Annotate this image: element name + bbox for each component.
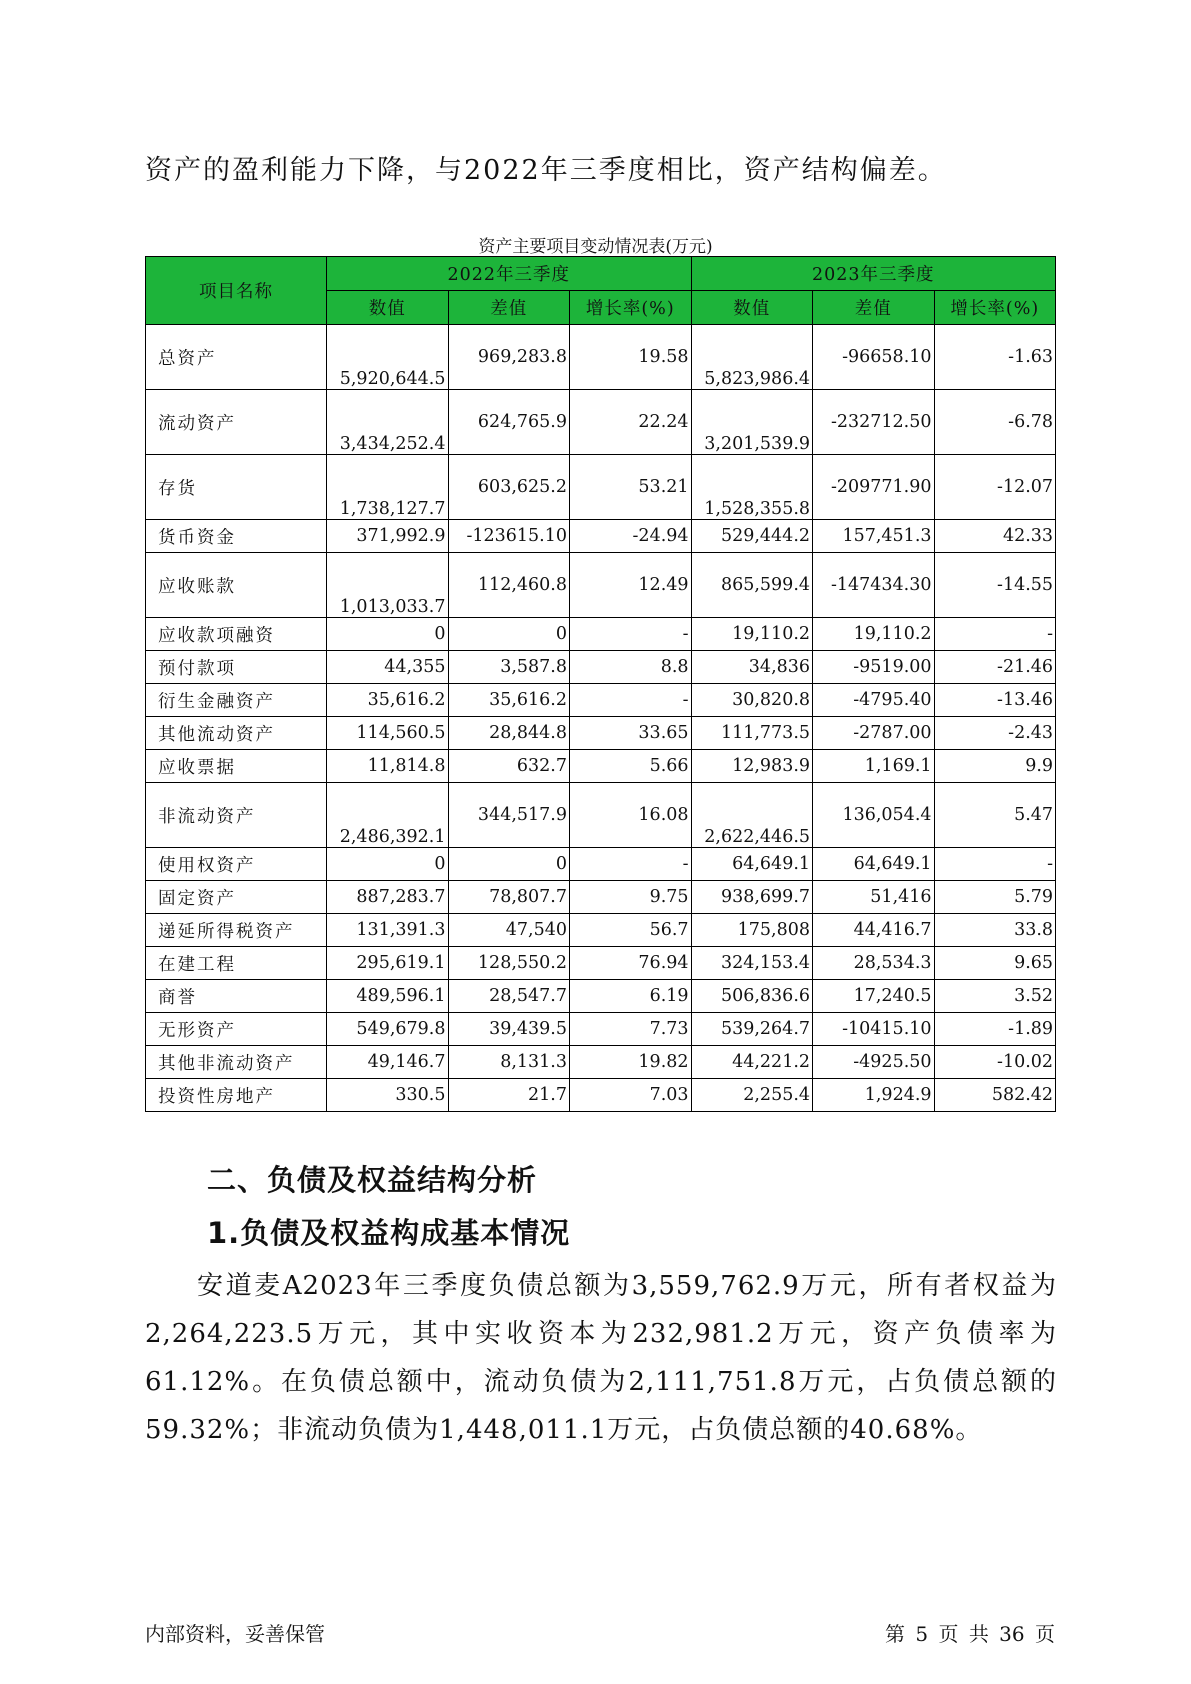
cell-growth-2023: -10.02 bbox=[934, 1046, 1056, 1079]
cell-diff-2023: -9519.00 bbox=[813, 651, 935, 684]
cell-value-2022: 295,619.1 bbox=[327, 947, 449, 980]
cell-diff-2023: -2787.00 bbox=[813, 717, 935, 750]
intro-text: 资产的盈利能力下降，与2022年三季度相比，资产结构偏差。 bbox=[145, 155, 947, 186]
cell-growth-2023: -13.46 bbox=[934, 684, 1056, 717]
cell-diff-2023: 1,169.1 bbox=[813, 750, 935, 783]
cell-value-2023: 34,836 bbox=[691, 651, 813, 684]
cell-value-2022: 44,355 bbox=[327, 651, 449, 684]
cell-value-2022: 2,486,392.1 bbox=[327, 783, 449, 848]
cell-diff-2023: 51,416 bbox=[813, 881, 935, 914]
cell-value-2022: 3,434,252.4 bbox=[327, 390, 449, 455]
table-row bbox=[146, 947, 1056, 980]
cell-value-2022: 114,560.5 bbox=[327, 717, 449, 750]
cell-growth-2023: 42.33 bbox=[934, 520, 1056, 553]
cell-growth-2023: -14.55 bbox=[934, 553, 1056, 618]
cell-growth-2022: 6.19 bbox=[570, 980, 692, 1013]
cell-value-2022: 5,920,644.5 bbox=[327, 325, 449, 390]
cell-diff-2023: -147434.30 bbox=[813, 553, 935, 618]
table-row bbox=[146, 390, 1056, 455]
cell-diff-2022: -123615.10 bbox=[448, 520, 570, 553]
cell-growth-2022: 33.65 bbox=[570, 717, 692, 750]
cell-growth-2022: 19.58 bbox=[570, 325, 692, 390]
cell-growth-2023: 3.52 bbox=[934, 980, 1056, 1013]
cell-value-2023: 111,773.5 bbox=[691, 717, 813, 750]
cell-value-2023: 3,201,539.9 bbox=[691, 390, 813, 455]
table-body bbox=[146, 325, 1056, 1112]
cell-growth-2022: - bbox=[570, 618, 692, 651]
cell-value-2023: 64,649.1 bbox=[691, 848, 813, 881]
cell-diff-2022: 28,844.8 bbox=[448, 717, 570, 750]
section-heading: 二、负债及权益结构分析 bbox=[207, 1163, 538, 1197]
cell-growth-2022: - bbox=[570, 684, 692, 717]
cell-diff-2022: 47,540 bbox=[448, 914, 570, 947]
cell-growth-2023: -21.46 bbox=[934, 651, 1056, 684]
row-item-name: 无形资产 bbox=[146, 1013, 327, 1046]
cell-diff-2022: 78,807.7 bbox=[448, 881, 570, 914]
row-item-name: 非流动资产 bbox=[146, 783, 327, 848]
header-diff-2022: 差值 bbox=[448, 291, 570, 325]
cell-value-2022: 887,283.7 bbox=[327, 881, 449, 914]
row-item-name: 在建工程 bbox=[146, 947, 327, 980]
cell-diff-2023: -10415.10 bbox=[813, 1013, 935, 1046]
subsection-heading: 1.负债及权益构成基本情况 bbox=[207, 1216, 571, 1250]
cell-diff-2023: 157,451.3 bbox=[813, 520, 935, 553]
cell-growth-2022: 16.08 bbox=[570, 783, 692, 848]
table-row bbox=[146, 848, 1056, 881]
cell-diff-2022: 3,587.8 bbox=[448, 651, 570, 684]
cell-value-2023: 938,699.7 bbox=[691, 881, 813, 914]
cell-growth-2023: -1.89 bbox=[934, 1013, 1056, 1046]
cell-diff-2023: 64,649.1 bbox=[813, 848, 935, 881]
header-item-name: 项目名称 bbox=[146, 257, 327, 325]
cell-growth-2023: 33.8 bbox=[934, 914, 1056, 947]
cell-growth-2022: 5.66 bbox=[570, 750, 692, 783]
cell-value-2022: 371,992.9 bbox=[327, 520, 449, 553]
header-growth-2023: 增长率(%) bbox=[934, 291, 1056, 325]
cell-diff-2022: 969,283.8 bbox=[448, 325, 570, 390]
cell-growth-2023: 5.47 bbox=[934, 783, 1056, 848]
cell-diff-2022: 0 bbox=[448, 618, 570, 651]
cell-growth-2023: -2.43 bbox=[934, 717, 1056, 750]
cell-value-2023: 30,820.8 bbox=[691, 684, 813, 717]
header-value-2023: 数值 bbox=[691, 291, 813, 325]
cell-diff-2022: 8,131.3 bbox=[448, 1046, 570, 1079]
cell-diff-2022: 632.7 bbox=[448, 750, 570, 783]
footer-note: 内部资料，妥善保管 bbox=[145, 1622, 325, 1646]
cell-value-2022: 1,013,033.7 bbox=[327, 553, 449, 618]
cell-diff-2022: 603,625.2 bbox=[448, 455, 570, 520]
cell-diff-2022: 39,439.5 bbox=[448, 1013, 570, 1046]
table-row bbox=[146, 1079, 1056, 1112]
row-item-name: 流动资产 bbox=[146, 390, 327, 455]
cell-value-2023: 12,983.9 bbox=[691, 750, 813, 783]
row-item-name: 衍生金融资产 bbox=[146, 684, 327, 717]
cell-value-2023: 2,255.4 bbox=[691, 1079, 813, 1112]
cell-diff-2023: -209771.90 bbox=[813, 455, 935, 520]
cell-diff-2022: 128,550.2 bbox=[448, 947, 570, 980]
table-row bbox=[146, 553, 1056, 618]
cell-value-2023: 529,444.2 bbox=[691, 520, 813, 553]
cell-value-2023: 5,823,986.4 bbox=[691, 325, 813, 390]
row-item-name: 总资产 bbox=[146, 325, 327, 390]
cell-growth-2023: 9.9 bbox=[934, 750, 1056, 783]
table-row bbox=[146, 980, 1056, 1013]
table-row bbox=[146, 618, 1056, 651]
row-item-name: 预付款项 bbox=[146, 651, 327, 684]
row-item-name: 货币资金 bbox=[146, 520, 327, 553]
cell-growth-2023: -1.63 bbox=[934, 325, 1056, 390]
cell-value-2023: 44,221.2 bbox=[691, 1046, 813, 1079]
table-row bbox=[146, 881, 1056, 914]
table-row bbox=[146, 914, 1056, 947]
cell-growth-2022: - bbox=[570, 848, 692, 881]
cell-value-2023: 324,153.4 bbox=[691, 947, 813, 980]
row-item-name: 其他流动资产 bbox=[146, 717, 327, 750]
cell-diff-2023: 44,416.7 bbox=[813, 914, 935, 947]
cell-value-2022: 0 bbox=[327, 848, 449, 881]
cell-value-2022: 35,616.2 bbox=[327, 684, 449, 717]
cell-value-2023: 19,110.2 bbox=[691, 618, 813, 651]
cell-value-2023: 175,808 bbox=[691, 914, 813, 947]
cell-growth-2023: 5.79 bbox=[934, 881, 1056, 914]
cell-diff-2023: -4925.50 bbox=[813, 1046, 935, 1079]
table-row bbox=[146, 455, 1056, 520]
paragraph-text: 安道麦A2023年三季度负债总额为3,559,762.9万元，所有者权益为2,264,223.5万元，其中实收资本为232,981.2万元，资产负债率为61.12%。在负债总额中，流动负债为2,111,751.8万元，占负债总额的59.32%；非流动负债为1,448,011.1万元，占负债总额的40.68%。 bbox=[145, 1271, 1057, 1445]
table-row bbox=[146, 1046, 1056, 1079]
cell-diff-2023: 136,054.4 bbox=[813, 783, 935, 848]
table-row bbox=[146, 750, 1056, 783]
row-item-name: 存货 bbox=[146, 455, 327, 520]
table-row bbox=[146, 325, 1056, 390]
cell-growth-2023: -6.78 bbox=[934, 390, 1056, 455]
cell-diff-2023: 1,924.9 bbox=[813, 1079, 935, 1112]
page-number: 第 5 页 共 36 页 bbox=[885, 1622, 1055, 1646]
cell-diff-2022: 112,460.8 bbox=[448, 553, 570, 618]
cell-growth-2022: -24.94 bbox=[570, 520, 692, 553]
table-row bbox=[146, 651, 1056, 684]
row-item-name: 固定资产 bbox=[146, 881, 327, 914]
header-value-2022: 数值 bbox=[327, 291, 449, 325]
cell-growth-2022: 19.82 bbox=[570, 1046, 692, 1079]
cell-growth-2022: 9.75 bbox=[570, 881, 692, 914]
cell-value-2023: 506,836.6 bbox=[691, 980, 813, 1013]
cell-value-2022: 330.5 bbox=[327, 1079, 449, 1112]
row-item-name: 应收票据 bbox=[146, 750, 327, 783]
row-item-name: 其他非流动资产 bbox=[146, 1046, 327, 1079]
cell-diff-2023: -4795.40 bbox=[813, 684, 935, 717]
cell-diff-2022: 21.7 bbox=[448, 1079, 570, 1112]
cell-growth-2022: 7.03 bbox=[570, 1079, 692, 1112]
cell-growth-2023: 582.42 bbox=[934, 1079, 1056, 1112]
cell-diff-2022: 624,765.9 bbox=[448, 390, 570, 455]
cell-value-2022: 11,814.8 bbox=[327, 750, 449, 783]
cell-value-2022: 489,596.1 bbox=[327, 980, 449, 1013]
cell-value-2023: 1,528,355.8 bbox=[691, 455, 813, 520]
table-row bbox=[146, 783, 1056, 848]
cell-value-2022: 549,679.8 bbox=[327, 1013, 449, 1046]
row-item-name: 递延所得税资产 bbox=[146, 914, 327, 947]
header-group-2022: 2022年三季度 bbox=[327, 257, 692, 291]
header-growth-2022: 增长率(%) bbox=[570, 291, 692, 325]
header-diff-2023: 差值 bbox=[813, 291, 935, 325]
table-caption: 资产主要项目变动情况表(万元) bbox=[478, 237, 713, 257]
row-item-name: 应收款项融资 bbox=[146, 618, 327, 651]
row-item-name: 使用权资产 bbox=[146, 848, 327, 881]
cell-growth-2022: 76.94 bbox=[570, 947, 692, 980]
cell-diff-2022: 0 bbox=[448, 848, 570, 881]
cell-growth-2022: 12.49 bbox=[570, 553, 692, 618]
cell-growth-2023: - bbox=[934, 618, 1056, 651]
cell-value-2022: 0 bbox=[327, 618, 449, 651]
table-row bbox=[146, 717, 1056, 750]
cell-growth-2023: -12.07 bbox=[934, 455, 1056, 520]
header-group-2023: 2023年三季度 bbox=[691, 257, 1056, 291]
cell-diff-2023: -232712.50 bbox=[813, 390, 935, 455]
cell-growth-2022: 7.73 bbox=[570, 1013, 692, 1046]
cell-growth-2022: 53.21 bbox=[570, 455, 692, 520]
table-row bbox=[146, 520, 1056, 553]
asset-change-table bbox=[145, 256, 1056, 1112]
cell-value-2023: 539,264.7 bbox=[691, 1013, 813, 1046]
row-item-name: 应收账款 bbox=[146, 553, 327, 618]
cell-growth-2023: 9.65 bbox=[934, 947, 1056, 980]
row-item-name: 商誉 bbox=[146, 980, 327, 1013]
table-row bbox=[146, 684, 1056, 717]
cell-value-2022: 1,738,127.7 bbox=[327, 455, 449, 520]
cell-growth-2023: - bbox=[934, 848, 1056, 881]
cell-value-2023: 865,599.4 bbox=[691, 553, 813, 618]
row-item-name: 投资性房地产 bbox=[146, 1079, 327, 1112]
cell-growth-2022: 56.7 bbox=[570, 914, 692, 947]
cell-diff-2022: 35,616.2 bbox=[448, 684, 570, 717]
cell-diff-2023: 17,240.5 bbox=[813, 980, 935, 1013]
table-row bbox=[146, 1013, 1056, 1046]
cell-diff-2022: 344,517.9 bbox=[448, 783, 570, 848]
cell-diff-2023: -96658.10 bbox=[813, 325, 935, 390]
cell-growth-2022: 22.24 bbox=[570, 390, 692, 455]
cell-value-2022: 131,391.3 bbox=[327, 914, 449, 947]
cell-value-2022: 49,146.7 bbox=[327, 1046, 449, 1079]
cell-value-2023: 2,622,446.5 bbox=[691, 783, 813, 848]
cell-diff-2023: 28,534.3 bbox=[813, 947, 935, 980]
cell-diff-2023: 19,110.2 bbox=[813, 618, 935, 651]
body-paragraph bbox=[145, 1262, 1057, 1454]
cell-diff-2022: 28,547.7 bbox=[448, 980, 570, 1013]
cell-growth-2022: 8.8 bbox=[570, 651, 692, 684]
